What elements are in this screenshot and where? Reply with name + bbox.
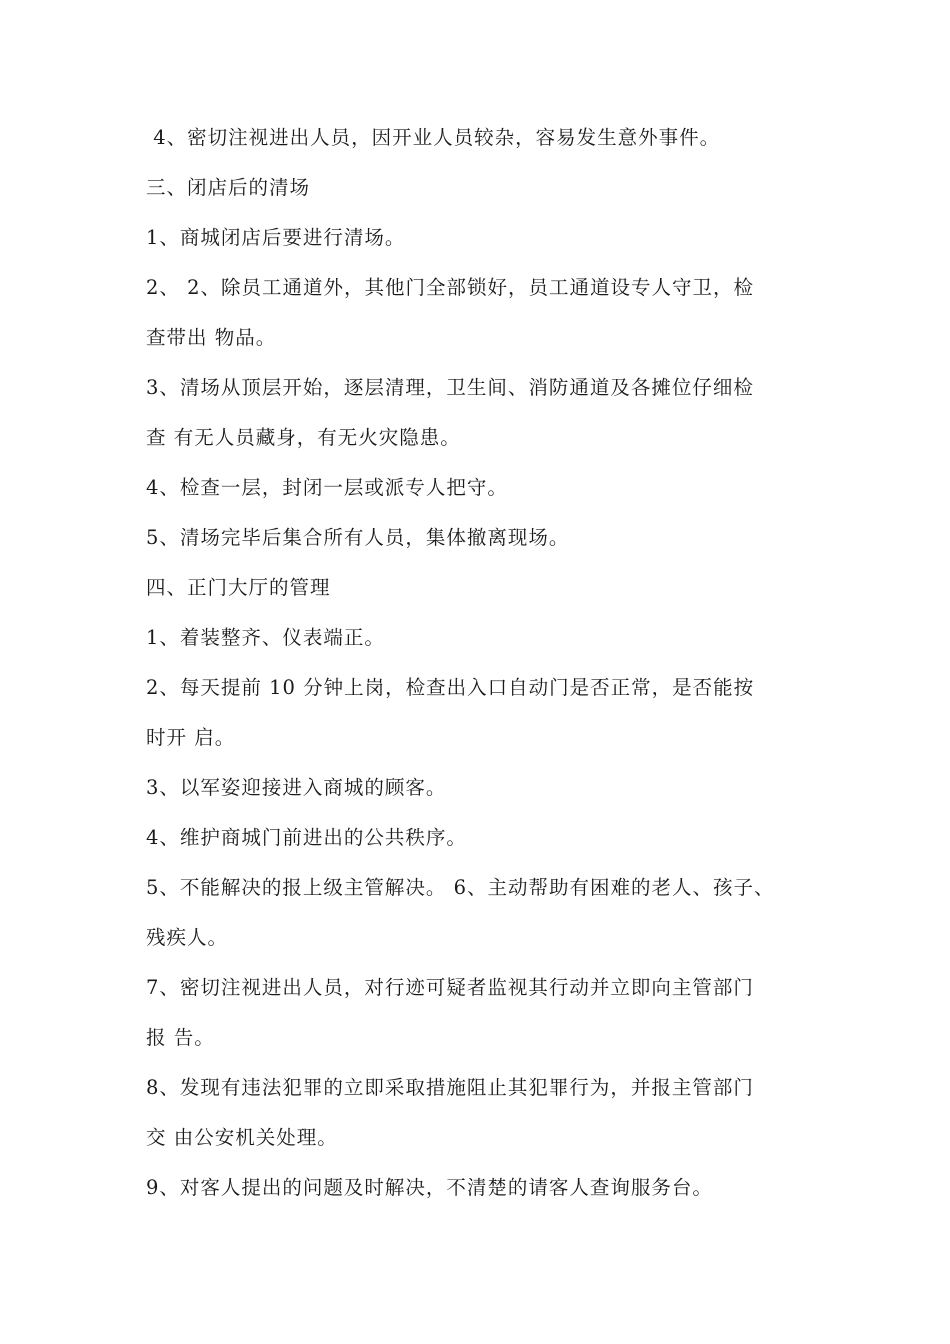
text-line: 残疾人。 [146,926,229,949]
text-line: 7、密切注视进出人员，对行迹可疑者监视其行动并立即向主管部门 [146,976,754,999]
text-line: 查带出 物品。 [146,326,277,349]
text-line: 2、 2、除员工通道外，其他门全部锁好，员工通道设专人守卫，检 [146,276,755,299]
text-line: 3、以军姿迎接进入商城的顾客。 [146,776,447,799]
text-line: 2、每天提前 10 分钟上岗，检查出入口自动门是否正常，是否能按 [146,676,755,699]
text-line: 交 由公安机关处理。 [146,1126,338,1149]
text-line: 5、不能解决的报上级主管解决。 6、主动帮助有困难的老人、孩子、 [146,876,775,899]
text-line: 3、清场从顶层开始，逐层清理，卫生间、消防通道及各摊位仔细检 [146,376,754,399]
section-heading: 四、正门大厅的管理 [146,576,331,599]
text-line: 1、着装整齐、仪表端正。 [146,626,385,649]
text-line: 时开 启。 [146,726,236,749]
document-body [146,118,814,1218]
text-line: 4、维护商城门前进出的公共秩序。 [146,826,467,849]
text-line: 5、清场完毕后集合所有人员，集体撤离现场。 [146,526,570,549]
text-line: 9、对客人提出的问题及时解决，不清楚的请客人查询服务台。 [146,1176,713,1199]
text-line: 报 告。 [146,1026,215,1049]
text-line: 1、商城闭店后要进行清场。 [146,226,406,249]
text-line: 8、发现有违法犯罪的立即采取措施阻止其犯罪行为，并报主管部门 [146,1076,754,1099]
text-line: 查 有无人员藏身，有无火灾隐患。 [146,426,461,449]
text-line: 4、检查一层，封闭一层或派专人把守。 [146,476,508,499]
text-line: 4、密切注视进出人员，因开业人员较杂，容易发生意外事件。 [146,126,721,149]
section-heading: 三、闭店后的清场 [146,176,311,199]
